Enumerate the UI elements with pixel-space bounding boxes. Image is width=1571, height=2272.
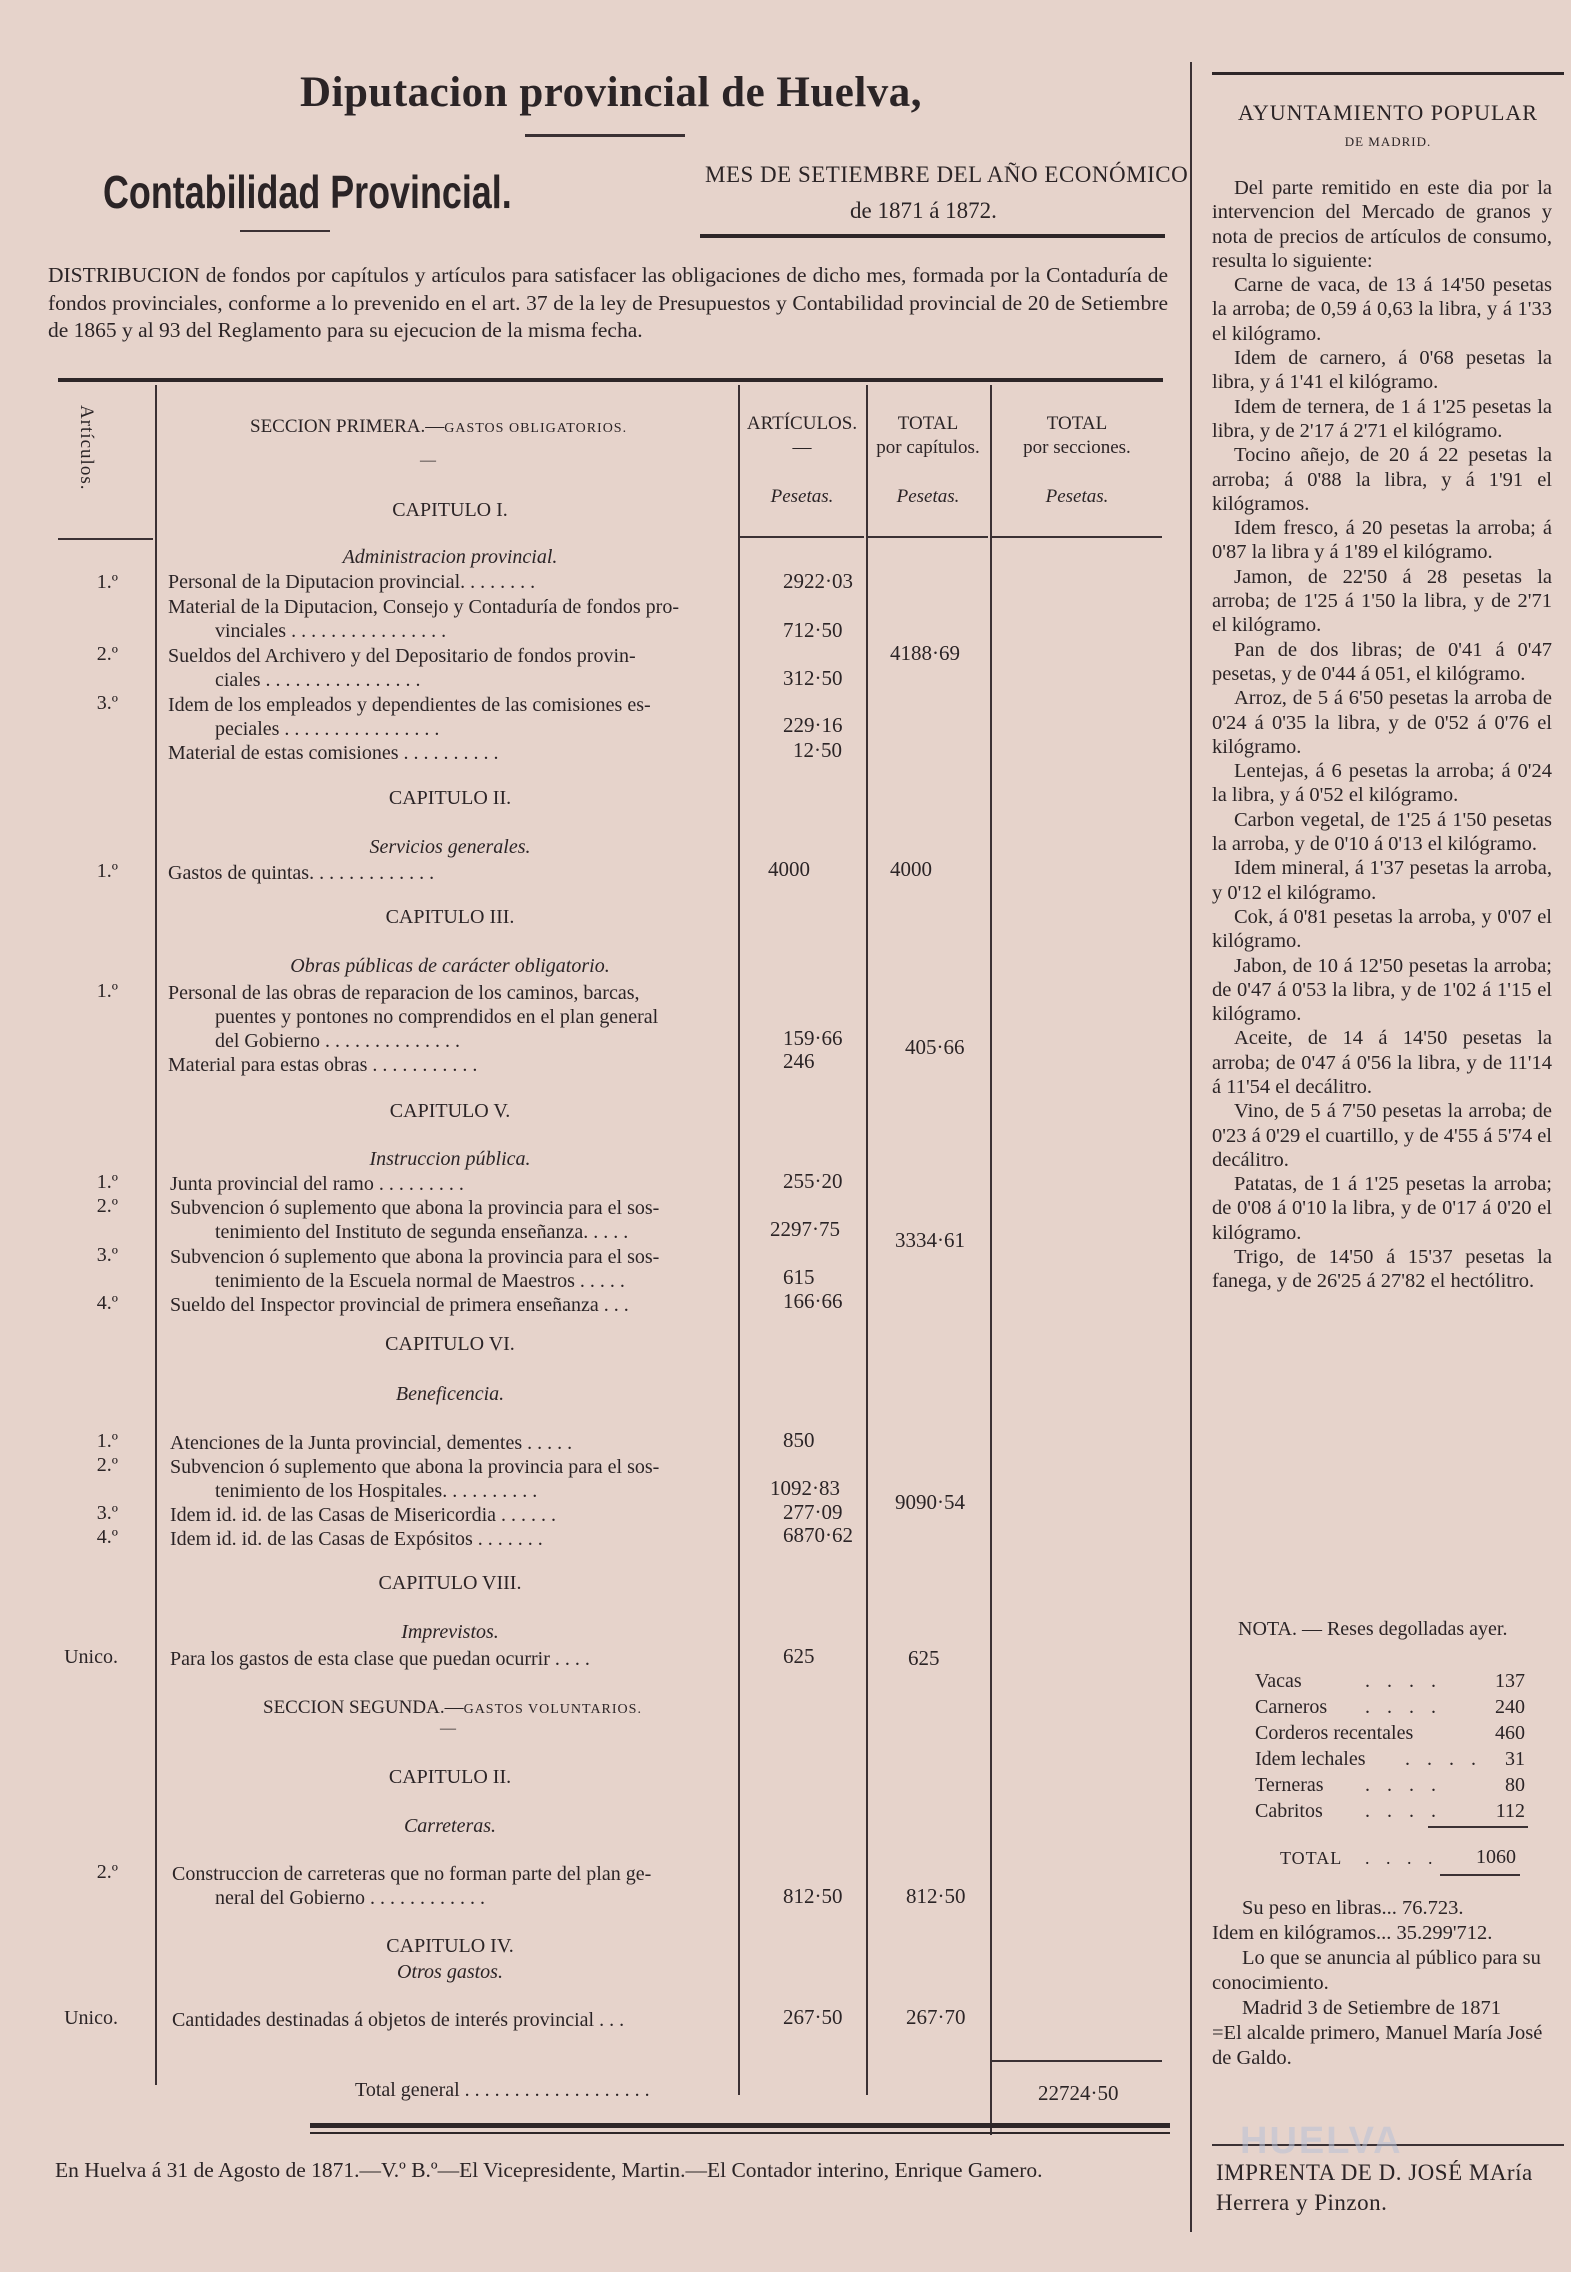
leader-dots: . . . .	[1365, 1696, 1442, 1718]
res-value: 137	[1495, 1670, 1525, 1692]
total-cap-header: TOTAL	[897, 413, 959, 434]
header-underline-4	[992, 536, 1162, 538]
header-underline-1	[58, 538, 153, 540]
article-number: 4.º	[96, 1292, 118, 1314]
article-description: Sueldos del Archivero y del Depositario de fondos provin-	[168, 645, 636, 667]
article-description: Subvencion ó suplemento que abona la provincia para el sos-	[170, 1456, 660, 1478]
market-paragraph: Pan de dos libras; de 0'41 á 0'47 pesetas, y de 0'44 á 051, el kilógramo.	[1212, 638, 1552, 685]
firma-alcalde: =El alcalde primero, Manuel María José de Galdo.	[1212, 2022, 1543, 2069]
res-value: 31	[1505, 1748, 1525, 1770]
leader-dots: . . . .	[1405, 1748, 1482, 1770]
market-paragraph: Vino, de 5 á 7'50 pesetas la arroba; de 0'23 á 0'29 el cuartillo, y de 4'55 á 5'74 el decálitro.	[1212, 1100, 1552, 1171]
article-description-cont: vinciales . . . . . . . . . . . . . . . .	[215, 620, 447, 642]
article-amount: 2297·75	[770, 1217, 840, 1241]
article-number: 2.º	[96, 1454, 118, 1476]
month-line-2: de 1871 á 1872.	[850, 198, 997, 223]
seccion-segunda-sc: GASTOS VOLUNTARIOS.	[463, 1702, 642, 1717]
article-amount: 712·50	[783, 618, 843, 642]
article-description: Idem id. id. de las Casas de Expósitos . . . . . . .	[170, 1528, 543, 1550]
article-description-cont: ciales . . . . . . . . . . . . . . . .	[215, 669, 421, 691]
capitulo-subheading: Instruccion pública.	[369, 1148, 531, 1170]
article-amount: 277·09	[783, 1500, 843, 1524]
capitulo-heading: CAPITULO VI.	[385, 1333, 515, 1355]
article-amount: 159·66	[783, 1026, 843, 1050]
article-amount: 229·16	[783, 713, 843, 737]
fecha: Madrid 3 de Setiembre de 1871	[1242, 1997, 1502, 2019]
market-paragraph: Idem mineral, á 1'37 pesetas la arroba, y 0'12 el kilógramo.	[1212, 857, 1552, 904]
table-divider-3	[866, 385, 868, 2095]
article-number: Unico.	[64, 2007, 118, 2029]
market-paragraph: Carbon vegetal, de 1'25 á 1'50 pesetas la arroba, y de 0'10 á 0'13 el kilógramo.	[1212, 808, 1552, 856]
bottom-rule	[310, 2123, 1170, 2128]
articulos-header: ARTÍCULOS.	[746, 413, 858, 434]
chapter-total: 4188·69	[890, 641, 960, 665]
market-paragraph: Idem de carnero, á 0'68 pesetas la libra, y á 1'41 el kilógramo.	[1212, 347, 1552, 394]
nota-heading: NOTA. — Reses degolladas ayer.	[1238, 1618, 1508, 1640]
article-amount: 4000	[768, 857, 810, 881]
article-amount: 312·50	[783, 666, 843, 690]
capitulo-heading: CAPITULO III.	[385, 906, 515, 928]
chapter-total: 9090·54	[895, 1490, 965, 1514]
article-number: 2.º	[96, 643, 118, 665]
article-number: 1.º	[96, 860, 118, 882]
article-description-cont: tenimiento del Instituto de segunda enseñanza. . . . .	[215, 1221, 629, 1243]
article-description: Subvencion ó suplemento que abona la provincia para el sos-	[170, 1197, 660, 1219]
article-description: Idem id. id. de las Casas de Misericordia . . . . . .	[170, 1504, 557, 1526]
chapter-total: 4000	[890, 857, 932, 881]
article-description: Idem de los empleados y dependientes de las comisiones es-	[168, 694, 651, 716]
title-rule	[525, 134, 685, 137]
leader-dots: . . . .	[1365, 1670, 1442, 1692]
reses-total-label: TOTAL	[1280, 1848, 1343, 1868]
article-number: 1.º	[96, 980, 118, 1002]
res-label: Cabritos	[1255, 1800, 1323, 1822]
peso-libras: Su peso en libras... 76.723.	[1242, 1897, 1464, 1919]
signature-footer: En Huelva á 31 de Agosto de 1871.—V.º B.º—El Vicepresidente, Martin.—El Contador interino, Enrique Gamero.	[55, 2158, 1043, 2182]
res-value: 112	[1495, 1800, 1525, 1822]
res-value: 80	[1505, 1774, 1525, 1796]
article-description: Subvencion ó suplemento que abona la provincia para el sos-	[170, 1246, 660, 1268]
article-number: 3.º	[96, 1244, 118, 1266]
capitulo-subheading: Beneficencia.	[395, 1383, 505, 1405]
list-item	[1255, 1670, 1525, 1696]
total-sec-header: TOTAL	[1046, 413, 1108, 434]
table-divider-4	[990, 385, 992, 2135]
right-column-title: AYUNTAMIENTO POPULAR	[1238, 100, 1538, 125]
market-paragraph: Jamon, de 22'50 á 28 pesetas la arroba; de 1'25 á 1'50 la libra, y de 2'71 el kilógramo.	[1212, 565, 1552, 637]
leader-dots: . . . .	[1365, 1774, 1442, 1796]
right-column-top-rule	[1212, 72, 1564, 75]
reses-total-underline	[1440, 1874, 1520, 1876]
capitulo-heading: CAPITULO V.	[389, 1100, 511, 1122]
reses-total-value: 1060	[1476, 1846, 1516, 1868]
month-line-1: MES DE SETIEMBRE DEL AÑO ECONÓMICO	[705, 162, 1189, 187]
res-label: Vacas	[1255, 1670, 1302, 1692]
leader-dots: . . . .	[1365, 1848, 1439, 1868]
total-section-rule	[992, 2060, 1162, 2062]
article-description: Sueldo del Inspector provincial de primera enseñanza . . .	[170, 1294, 629, 1316]
article-description: Atenciones de la Junta provincial, dementes . . . . .	[170, 1432, 573, 1454]
total-cap-header-2: por capítulos.	[876, 437, 980, 458]
bottom-rule-thin	[310, 2132, 1170, 2134]
right-column-subtitle: DE MADRID.	[1344, 134, 1432, 149]
capitulo-subheading: Servicios generales.	[369, 836, 531, 858]
capitulo-heading: CAPITULO I.	[392, 499, 508, 521]
intro-paragraph: DISTRIBUCION de fondos por capítulos y artículos para satisfacer las obligaciones de dicho mes, formada por la Contaduría de fondos provinciales, conforme a lo prevenido en el art. 37 de la ley de Presupuestos y Contabilidad provincial de 20 de Setiembre de 1865 y al 93 del Reglamento para su ejecucion de la misma fecha.	[48, 263, 1168, 342]
library-watermark: HUELVA	[1240, 2120, 1403, 2162]
capitulo-heading: CAPITULO II.	[388, 787, 512, 809]
header-underline-3	[868, 536, 988, 538]
article-number: 1.º	[96, 571, 118, 593]
pesetas-label-3: Pesetas.	[1045, 486, 1109, 507]
chapter-total: 3334·61	[895, 1228, 965, 1252]
article-description: Material de la Diputacion, Consejo y Contaduría de fondos pro-	[168, 596, 679, 618]
capitulo-subheading: Otros gastos.	[397, 1961, 503, 1983]
article-description-cont: neral del Gobierno . . . . . . . . . . . .	[215, 1887, 485, 1909]
article-description-cont: del Gobierno . . . . . . . . . . . . . .	[215, 1030, 460, 1052]
res-label: Idem lechales	[1255, 1748, 1366, 1770]
article-description-cont: tenimiento de la Escuela normal de Maestros . . . . .	[215, 1270, 625, 1292]
article-description: Construccion de carreteras que no forman parte del plan ge-	[172, 1863, 652, 1885]
article-number: 3.º	[96, 1502, 118, 1524]
article-number: 2.º	[96, 1195, 118, 1217]
market-paragraph: Lentejas, á 6 pesetas la arroba; á 0'24 la libra, y á 0'52 el kilógramo.	[1212, 760, 1552, 807]
leader-dots: . . . .	[1365, 1800, 1442, 1822]
market-paragraph: Jabon, de 10 á 12'50 pesetas la arroba; de 0'47 á 0'53 la libra, y de 1'02 á 1'15 el kilógramo.	[1212, 954, 1552, 1026]
article-amount: 246	[783, 1049, 815, 1073]
seccion-primera-heading	[250, 416, 627, 438]
article-description: Personal de la Diputacion provincial. . . . . . . .	[168, 571, 536, 593]
res-value: 240	[1495, 1696, 1525, 1718]
capitulo-subheading: Obras públicas de carácter obligatorio.	[290, 955, 610, 977]
article-description-cont: tenimiento de los Hospitales. . . . . . . . . .	[215, 1480, 538, 1502]
article-amount: 12·50	[793, 738, 842, 762]
market-prices-text	[1212, 176, 1552, 1294]
article-description: Personal de las obras de reparacion de los caminos, barcas,	[168, 982, 640, 1004]
res-label: Carneros	[1255, 1696, 1328, 1718]
table-divider-2	[738, 385, 740, 2095]
list-item	[1255, 1774, 1525, 1800]
article-number: 2.º	[96, 1861, 118, 1883]
total-sec-header-2: por secciones.	[1023, 437, 1131, 458]
seccion-segunda-heading	[263, 1697, 642, 1719]
market-paragraph: Idem fresco, á 20 pesetas la arroba; á 0'87 la libra y á 1'89 el kilógramo.	[1212, 517, 1552, 564]
market-paragraph: Tocino añejo, de 20 á 22 pesetas la arroba; á 0'88 la libra, y á 1'91 el kilógramos.	[1212, 444, 1552, 515]
total-general-value: 22724·50	[1038, 2081, 1119, 2105]
pesetas-label-1: Pesetas.	[770, 486, 834, 507]
chapter-total: 812·50	[906, 1884, 966, 1908]
res-value: 460	[1495, 1722, 1525, 1744]
market-paragraph: Patatas, de 1 á 1'25 pesetas la arroba; de 0'08 á 0'10 la libra, y de 0'17 á 0'20 el kilógramo.	[1212, 1173, 1552, 1244]
capitulo-subheading: Carreteras.	[403, 1815, 497, 1837]
section-title-rule	[240, 230, 330, 232]
article-description-cont: puentes y pontones no comprendidos en el plan general	[215, 1006, 659, 1028]
seccion-primera-dash: —	[420, 452, 436, 469]
table-top-rule	[58, 378, 1163, 382]
list-item	[1255, 1800, 1525, 1826]
article-number: 3.º	[96, 692, 118, 714]
market-paragraph: Cok, á 0'81 pesetas la arroba, y 0'07 el kilógramo.	[1212, 905, 1552, 953]
section-title: Contabilidad Provincial.	[103, 166, 512, 218]
capitulo-heading: CAPITULO II.	[388, 1766, 512, 1788]
article-amount: 2922·03	[783, 569, 853, 593]
capitulo-heading: CAPITULO IV.	[386, 1935, 514, 1957]
header-underline-2	[740, 536, 864, 538]
articulos-column-header: Artículos.	[76, 405, 97, 491]
seccion-segunda-dash: —	[440, 1720, 456, 1737]
pesetas-label-2: Pesetas.	[896, 486, 960, 507]
article-amount: 1092·83	[770, 1476, 840, 1500]
market-paragraph: Del parte remitido en este dia por la intervencion del Mercado de granos y nota de precios de artículos de consumo, resulta lo siguiente:	[1212, 177, 1552, 272]
list-item	[1255, 1722, 1525, 1748]
article-number: Unico.	[64, 1646, 118, 1668]
chapter-total: 405·66	[905, 1035, 965, 1059]
anuncio: Lo que se anuncia al público para su conocimiento.	[1212, 1947, 1541, 1994]
column-separator	[1190, 62, 1192, 2232]
article-description: Material de estas comisiones . . . . . . . . . .	[168, 742, 499, 764]
article-description: Gastos de quintas. . . . . . . . . . . . .	[168, 862, 435, 884]
list-item	[1255, 1696, 1525, 1722]
page-title: Diputacion provincial de Huelva,	[300, 69, 923, 116]
capitulo-subheading: Administracion provincial.	[342, 546, 558, 568]
chapter-total: 625	[908, 1646, 940, 1670]
market-paragraph: Carne de vaca, de 13 á 14'50 pesetas la arroba; de 0,59 á 0,63 la libra, y á 1'33 el kilógramo.	[1212, 274, 1552, 345]
peso-kilogramos: Idem en kilógramos... 35.299'712.	[1212, 1922, 1493, 1944]
article-description: Junta provincial del ramo . . . . . . . . .	[170, 1173, 464, 1195]
seccion-primera-label: SECCION PRIMERA.—	[250, 416, 445, 437]
market-paragraph: Idem de ternera, de 1 á 1'25 pesetas la libra, y de 2'17 á 2'71 el kilógramo.	[1212, 395, 1552, 442]
article-amount: 267·50	[783, 2005, 843, 2029]
article-number: 4.º	[96, 1526, 118, 1548]
article-amount: 615	[783, 1265, 815, 1289]
article-amount: 255·20	[783, 1169, 843, 1193]
article-amount: 625	[783, 1644, 815, 1668]
chapter-total: 267·70	[906, 2005, 966, 2029]
article-description: Cantidades destinadas á objetos de interés provincial . . .	[172, 2009, 625, 2031]
capitulo-heading: CAPITULO VIII.	[378, 1572, 522, 1594]
res-label: Terneras	[1255, 1774, 1324, 1796]
market-paragraph: Arroz, de 5 á 6'50 pesetas la arroba de 0'24 á 0'35 la libra, y de 0'52 á 0'76 el kilógramo.	[1212, 687, 1552, 758]
article-amount: 812·50	[783, 1884, 843, 1908]
reses-sum-rule	[1428, 1826, 1528, 1828]
month-rule	[700, 234, 1165, 238]
article-number: 1.º	[96, 1171, 118, 1193]
capitulo-subheading: Imprevistos.	[401, 1621, 499, 1643]
seccion-primera-sc: GASTOS OBLIGATORIOS.	[444, 421, 628, 436]
seccion-segunda-label: SECCION SEGUNDA.—	[263, 1697, 464, 1718]
article-amount: 166·66	[783, 1289, 843, 1313]
list-item	[1255, 1748, 1525, 1774]
market-paragraph: Trigo, de 14'50 á 15'37 pesetas la fanega, y de 26'25 á 27'82 el hectólitro.	[1212, 1246, 1552, 1293]
article-description: Material para estas obras . . . . . . . . . . .	[168, 1054, 478, 1076]
article-description-cont: peciales . . . . . . . . . . . . . . . .	[215, 718, 440, 740]
article-description: Para los gastos de esta clase que puedan ocurrir . . . .	[170, 1648, 590, 1670]
article-number: 1.º	[96, 1430, 118, 1452]
market-paragraph: Aceite, de 14 á 14'50 pesetas la arroba; de 0'47 á 0'56 la libra, y de 11'14 á 11'54 el decálitro.	[1212, 1027, 1552, 1098]
article-amount: 850	[783, 1428, 815, 1452]
closing-text	[1212, 1896, 1557, 2071]
articulos-header-dash: —	[792, 437, 812, 458]
printer-imprint: IMPRENTA DE D. JOSÉ MAría Herrera y Pinzon.	[1216, 2160, 1533, 2215]
res-label: Corderos recentales	[1255, 1722, 1414, 1744]
total-general-label: Total general . . . . . . . . . . . . . . . . . . .	[355, 2079, 650, 2101]
article-amount: 6870·62	[783, 1523, 853, 1547]
